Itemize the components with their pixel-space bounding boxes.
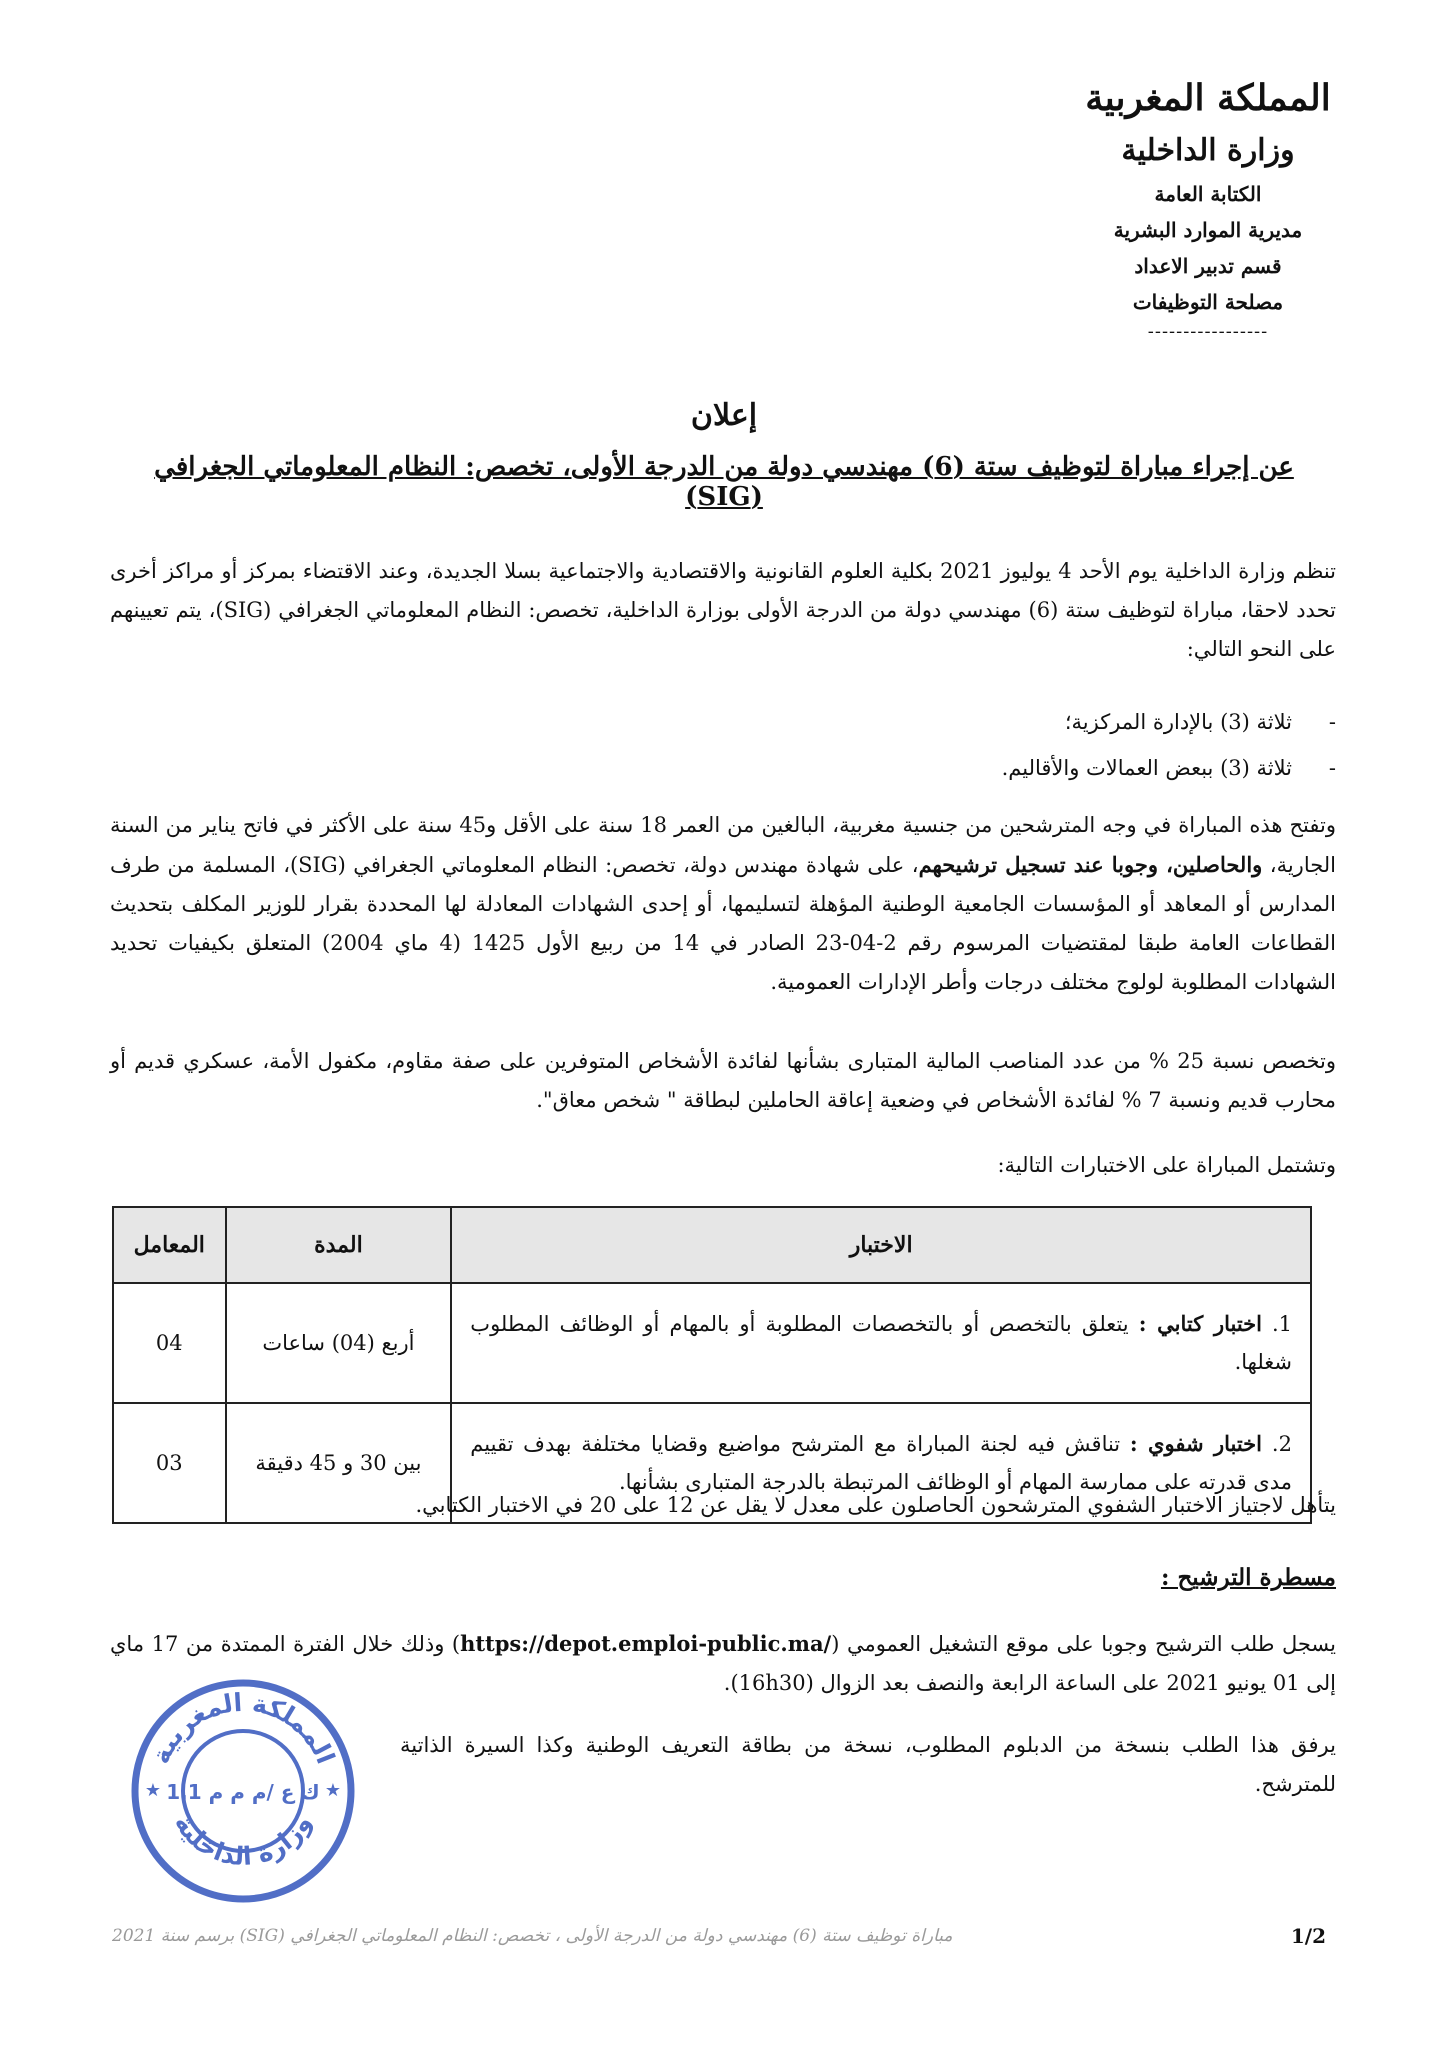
row-number: 2. xyxy=(1271,1432,1292,1456)
letterhead xyxy=(1078,70,1338,344)
header-test: الاختبار xyxy=(451,1207,1311,1283)
bullet-dash: - xyxy=(1328,756,1336,780)
attachments-paragraph: يرفق هذا الطلب بنسخة من الدبلوم المطلوب، نسخة من بطاقة التعريف الوطنية وكذا السيرة الذاتية للمترشح. xyxy=(400,1733,1336,1796)
stamp-star-left-icon: ★ xyxy=(144,1780,162,1801)
procedure-text-a: يسجل طلب الترشيح وجوبا على موقع التشغيل العمومي ( xyxy=(831,1632,1337,1656)
oral-threshold-paragraph: يتأهل لاجتياز الاختبار الشفوي المترشحون الحاصلون على معدل لا يقل عن 12 على 20 في الاختبار الكتابي. xyxy=(415,1493,1336,1517)
tests-table xyxy=(112,1206,1312,1524)
procedure-text-b: ) وذلك خلال الفترة الممتدة من 17 ماي إلى 01 يونيو 2021 على الساعة الرابعة والنصف بعد الزوال (16h30). xyxy=(110,1632,1336,1695)
bullet-central-admin: ثلاثة (3) بالإدارة المركزية؛ xyxy=(1064,710,1292,734)
announcement-subtitle: عن إجراء مباراة لتوظيف ستة (6) مهندسي دولة من الدرجة الأولى، تخصص: النظام المعلوماتي الجغرافي (SIG) xyxy=(154,452,1294,512)
header-coefficient: المعامل xyxy=(113,1207,226,1283)
test-description: تناقش فيه لجنة المباراة مع المترشح مواضيع وقضايا مختلفة بهدف تقييم مدى قدرته على ممارسة المهام أو الوظائف المرتبطة بالدرجة المتبارى بشأنها. xyxy=(470,1432,1292,1494)
eligibility-paragraph xyxy=(110,806,1336,1002)
coefficient-cell: 03 xyxy=(113,1403,226,1523)
dept-line-recruitment-service: مصلحة التوظيفات xyxy=(1132,290,1284,314)
announcement-title: إعلان xyxy=(690,398,758,433)
kingdom-name: المملكة المغربية xyxy=(1085,77,1331,119)
bullet-dash: - xyxy=(1328,710,1336,734)
quota-paragraph: وتخصص نسبة 25 % من عدد المناصب المالية المتبارى بشأنها لفائدة الأشخاص المتوفرين على صفة مقاوم، مكفول الأمة، عسكري قديم أو محارب قديم ونسبة 7 % لفائدة الأشخاص في وضعية إعاقة الحاملين لبطاقة " شخص معاق". xyxy=(110,1049,1336,1112)
stamp-bottom-text: وزارة الداخلية xyxy=(168,1809,318,1871)
official-stamp xyxy=(128,1676,358,1906)
ministry-name: وزارة الداخلية xyxy=(1121,133,1295,168)
stamp-star-right-icon: ★ xyxy=(324,1780,342,1801)
duration-cell: بين 30 و 45 دقيقة xyxy=(226,1403,452,1523)
header-duration: المدة xyxy=(226,1207,452,1283)
footer-note: مباراة توظيف ستة (6) مهندسي دولة من الدرجة الأولى ، تخصص: النظام المعلوماتي الجغرافي (SIG) برسم سنة 2021 xyxy=(112,1926,953,1946)
test-description: يتعلق بالتخصص أو بالتخصصات المطلوبة أو بالمهام أو الوظائف المطلوب شغلها. xyxy=(470,1312,1292,1374)
row-number: 1. xyxy=(1271,1312,1292,1336)
eligibility-emphasis: والحاصلين، وجوبا عند تسجيل ترشيحهم xyxy=(918,852,1263,877)
intro-paragraph: تنظم وزارة الداخلية يوم الأحد 4 يوليوز 2021 بكلية العلوم القانونية والاقتصادية والاجتماعية بسلا الجديدة، وعند الاقتضاء بمركز أو مراكز أخرى تحدد لاحقا، مباراة لتوظيف ستة (6) مهندسي دولة من الدرجة الأولى بوزارة الداخلية، تخصص: النظام المعلوماتي الجغرافي (SIG)، يتم تعيينهم على النحو التالي: xyxy=(110,559,1336,661)
stamp-top-text: المملكة المغربية xyxy=(145,1687,341,1768)
dept-line-hr-directorate: مديرية الموارد البشرية xyxy=(1113,218,1303,242)
table-header-row xyxy=(113,1207,1311,1283)
coefficient-cell: 04 xyxy=(113,1283,226,1403)
duration-cell: أربع (04) ساعات xyxy=(226,1283,452,1403)
dept-line-staffing-division: قسم تدبير الاعداد xyxy=(1134,254,1282,278)
application-site-link[interactable]: https://depot.emploi-public.ma/ xyxy=(460,1631,832,1656)
tests-intro: وتشتمل المباراة على الاختبارات التالية: xyxy=(997,1153,1336,1177)
test-name: اختبار كتابي : xyxy=(1138,1311,1262,1336)
eligibility-text-b: ، على شهادة مهندس دولة، تخصص: النظام المعلوماتي الجغرافي (SIG)، المسلمة من طرف المدارس أو المعاهد أو المؤسسات الجامعية الوطنية المؤهلة لتسليمها، أو إحدى الشهادات المعادلة لها المحددة بقرار للوزير المكلف بتحديث القطاعات العامة طبقا لمقتضيات المرسوم رقم 2-04-23 الصادر في 14 من ربيع الأول 1425 (4 ماي 2004) المتعلق بكيفيات تحديد الشهادات المطلوبة لولوج مختلف درجات وأطر الإدارات العمومية. xyxy=(110,853,1337,994)
stamp-center-code: ك ع /م م م 1.1 xyxy=(166,1780,320,1804)
list-item xyxy=(1002,748,1336,788)
eligibility-text-a: وتفتح هذه المباراة في وجه المترشحين من جنسية مغربية، البالغين من العمر 18 سنة على الأقل و45 سنة على الأكثر في فاتح يناير من السنة الجارية، xyxy=(110,813,1337,877)
letterhead-separator: ----------------- xyxy=(1147,321,1269,342)
list-item xyxy=(1065,702,1336,742)
procedure-title: مسطرة الترشيح : xyxy=(1160,1564,1336,1591)
test-name: اختبار شفوي : xyxy=(1129,1431,1262,1456)
table-row xyxy=(113,1283,1311,1403)
bullet-prefectures: ثلاثة (3) ببعض العمالات والأقاليم. xyxy=(1001,756,1292,780)
page-number: 1/2 xyxy=(1290,1924,1326,1948)
dept-line-general-secretariat: الكتابة العامة xyxy=(1154,182,1262,206)
test-cell xyxy=(451,1283,1311,1403)
